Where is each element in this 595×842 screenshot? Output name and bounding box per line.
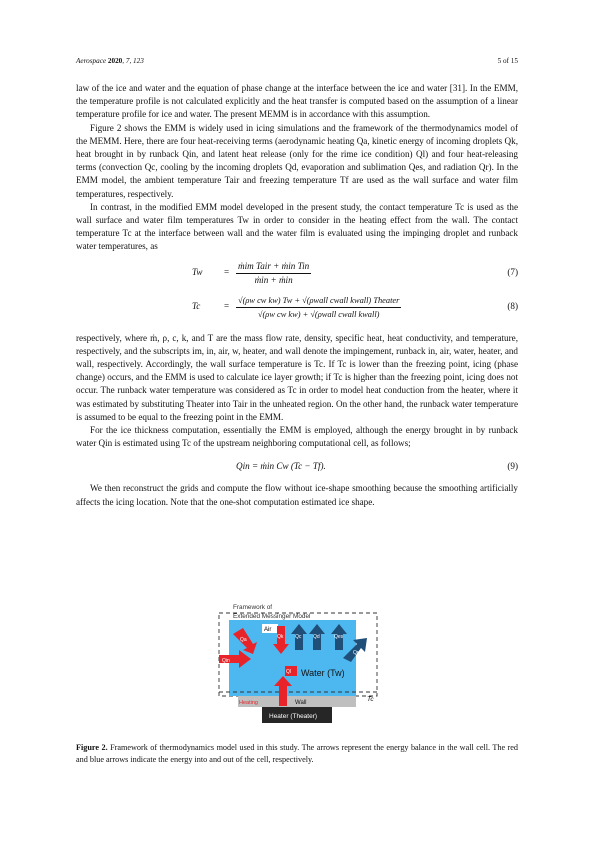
qa-label: Qa [240, 637, 247, 643]
body-text [76, 82, 518, 509]
journal-citation: Aerospace 2020, 7, 123 [76, 57, 144, 65]
paragraph-2: Figure 2 shows the EMM is widely used in icing simulations and the framework of the thermodynamics model of the MEMM. Here, there are four heat-receiving terms (aerodynamic heating Qa, kinetic energy of incoming droplets Qk, heat brought in by runback Qin, and latent heat release (only for the rime ice condition) Ql) and four heat-releasing terms (convection Qc, cooling by the incoming droplets Qd, evaporation and sublimation Qes, and radiation Qr). In the EMM model, the ambient temperature Tair and freezing temperature Tf are used as the wall surface and water film temperatures, respectively. [76, 122, 518, 199]
qc-label: Qc [295, 634, 302, 640]
qr-label: Qr [353, 650, 359, 656]
equation-8: Tc = √(ρw cw kw) Tw + √(ρwall cwall kwall) Theater √(ρw cw kw) + √(ρwall cwall kwall) (8) [192, 295, 518, 319]
ql-label: Ql [286, 669, 291, 675]
emm-framework-diagram [217, 600, 379, 730]
qk-label: Qk [277, 634, 284, 640]
figure-2 [217, 600, 379, 730]
equation-7: Tw = ṁim Tair + ṁin Tin ṁin + ṁin (7) [192, 260, 518, 285]
qin-label: Qin [222, 658, 230, 664]
paragraph-1: law of the ice and water and the equation of phase change at the interface between the ice and water [31]. In the EMM, the temperature profile is not calculated explicitly and the heat transfer is computed based on the assumption of a linear temperature profile for ice and water. The present MEMM is in accordance with this assumption. [76, 83, 518, 120]
paragraph-6: We then reconstruct the grids and compute the flow without ice-shape smoothing because the smoothing artificially affects the icing location. Note that the one-shot computation estimated ice shape. [76, 483, 518, 507]
page-number: 5 of 15 [497, 57, 518, 65]
paragraph-4: respectively, where ṁ, ρ, c, k, and T are the mass flow rate, density, specific heat, heat conductivity, and temperature, respectively, and the subscripts im, in, air, w, heater, and wall denote the impingement, runback in, air, water, heater, and wall, respectively. Accordingly, the wall surface temperature is Tc. If Tc is lower than the freezing point, icing (phase change) occurs, and the EMM is used to calculate ice layer growth; if Tc is higher than the freezing point, icing does not occur. The runback water temperature was considered as Tc in order to model heat conduction from the heater, where it was estimated by substituting Theater into Tair in the unheated region. On the other hand, the runback water temperature is assumed to be equal to the freezing point in the EMM. [76, 332, 518, 422]
figure-title-2: Extended Messinger Model [233, 613, 311, 620]
heating-label: Heating [239, 700, 258, 706]
qd-label: Qd [313, 634, 320, 640]
figure-caption: Figure 2. Framework of thermodynamics model used in this study. The arrows represent the energy balance in the wall cell. The red and blue arrows indicate the energy into and out of the cell, respectively. [76, 743, 519, 764]
air-label: Air [264, 627, 272, 633]
tc-label: Tc [367, 696, 374, 703]
water-label: Water (Tw) [301, 668, 345, 678]
figure-title-1: Framework of [233, 604, 273, 611]
heater-label: Heater (Theater) [269, 713, 318, 720]
qes-label: Qes [334, 634, 344, 640]
wall-label: Wall [295, 700, 307, 706]
equation-9: Qin = ṁin Cw (Tc − Tf). (9) [236, 461, 518, 472]
paragraph-3: In contrast, in the modified EMM model developed in the present study, the contact temperature Tc is used as the wall surface and water film temperatures Tw in order to consider in the heating effect from the wall. The contact temperature Tc at the interface between wall and the water film is evaluated using the impinging droplet and runback water temperatures, as [76, 201, 518, 252]
paragraph-5: For the ice thickness computation, essentially the EMM is employed, although the energy brought in by runback water Qin is estimated using Tc of the upstream neighboring computational cell, as follows; [76, 425, 518, 449]
